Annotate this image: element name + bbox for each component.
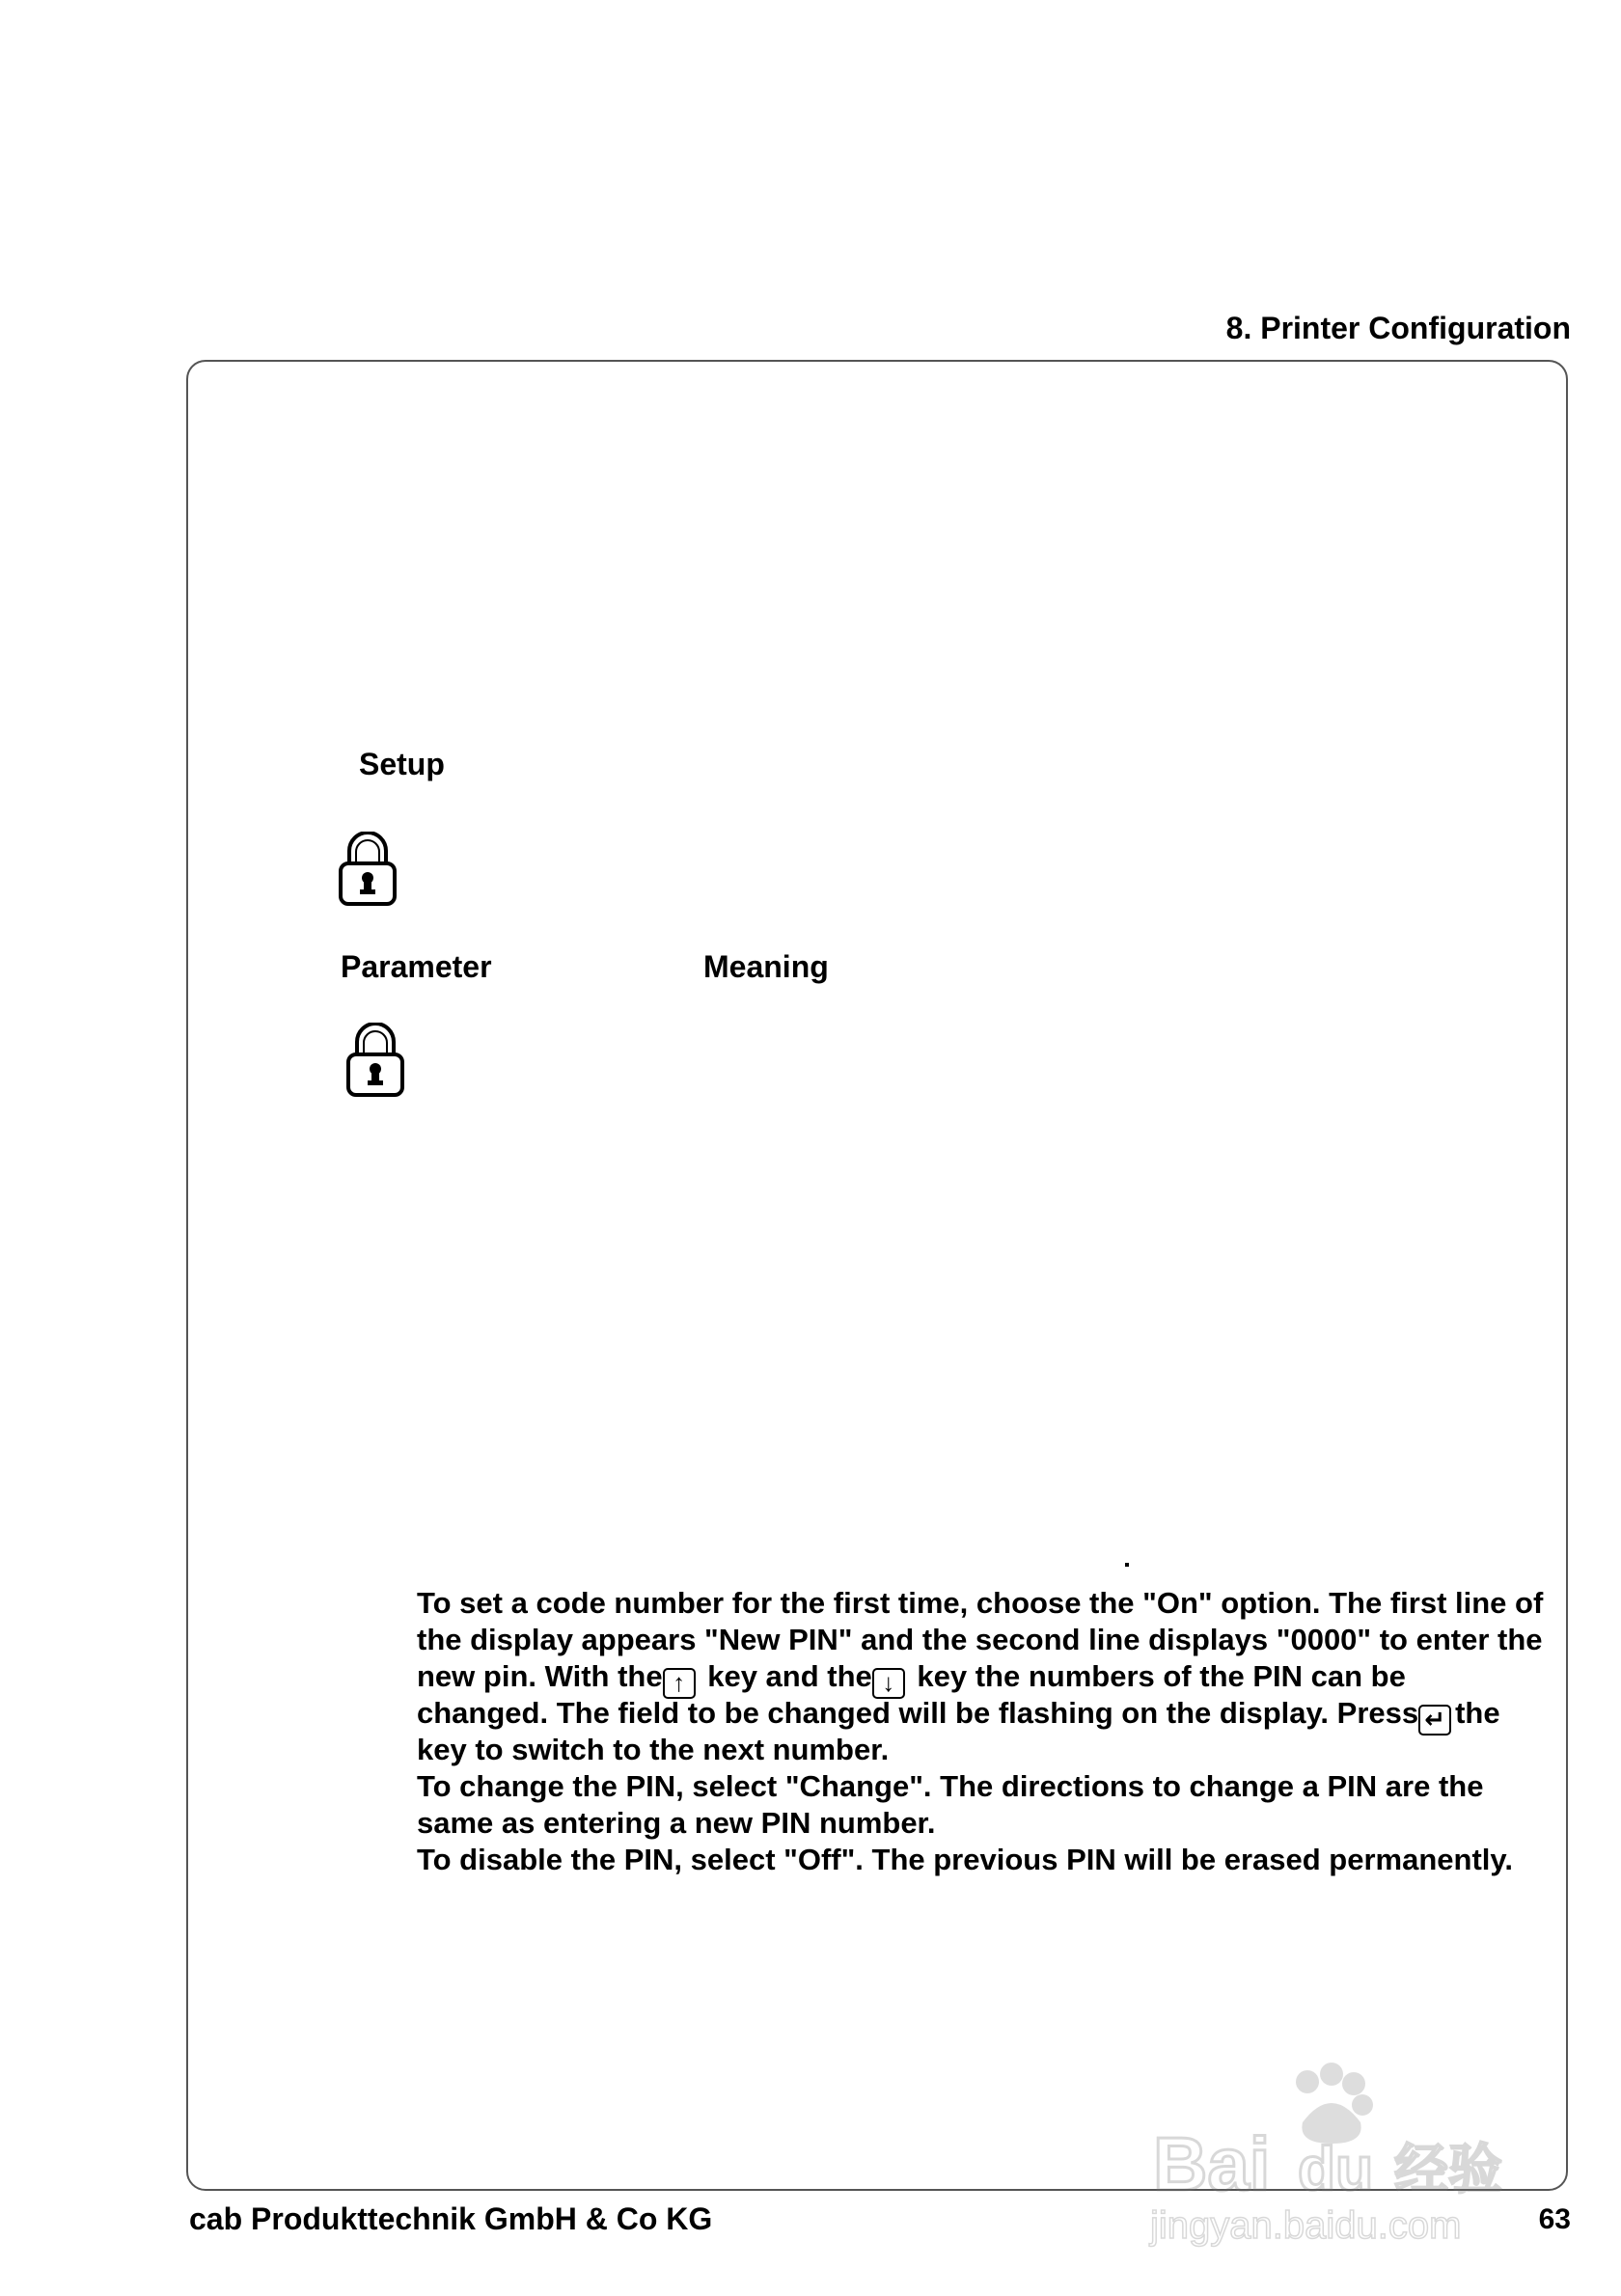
description-line: To disable the PIN, select "Off". The previous PIN will be erased permanently. <box>417 1843 1513 1876</box>
description-line: To change the PIN, select "Change". The directions to change a PIN are the <box>417 1769 1484 1803</box>
padlock-icon <box>345 1023 405 1098</box>
column-header-meaning: Meaning <box>703 949 829 984</box>
description-text: the <box>1455 1696 1500 1730</box>
footer-company: cab Produkttechnik GmbH & Co KG <box>189 2201 713 2236</box>
description-line: the display appears "New PIN" and the second line displays "0000" to enter the <box>417 1623 1543 1656</box>
svg-text:经验: 经验 <box>1394 2139 1502 2201</box>
svg-text:du: du <box>1298 2134 1374 2203</box>
section-title: 8. Printer Configuration <box>1225 311 1571 345</box>
description-text: key the numbers of the PIN can be <box>908 1659 1406 1693</box>
description-line <box>417 1658 1608 1699</box>
svg-text:Bai: Bai <box>1153 2121 1271 2206</box>
padlock-icon <box>338 832 398 907</box>
page-number: 63 <box>1538 2203 1571 2235</box>
description-line: same as entering a new PIN number. <box>417 1806 936 1840</box>
arrow-down-key-icon: ↓ <box>872 1668 905 1699</box>
svg-text:jingyan.baidu.com: jingyan.baidu.com <box>1150 2204 1462 2247</box>
description-text: changed. The field to be changed will be flashing on the display. Press <box>417 1696 1419 1730</box>
baidu-watermark-logo <box>1148 2055 1534 2248</box>
arrow-up-key-icon: ↑ <box>663 1668 696 1699</box>
enter-key-icon: ↵ <box>1418 1705 1451 1736</box>
column-header-parameter: Parameter <box>341 949 492 984</box>
description-text: new pin. With the <box>417 1659 663 1693</box>
stray-dot <box>1125 1563 1129 1567</box>
description-line <box>417 1695 1608 1736</box>
description-line: key to switch to the next number. <box>417 1733 890 1766</box>
content-frame <box>186 360 1568 2191</box>
description-text: key and the <box>699 1659 872 1693</box>
description-line: To set a code number for the first time, choose the "On" option. The first line of <box>417 1586 1544 1620</box>
setup-label: Setup <box>359 747 445 781</box>
